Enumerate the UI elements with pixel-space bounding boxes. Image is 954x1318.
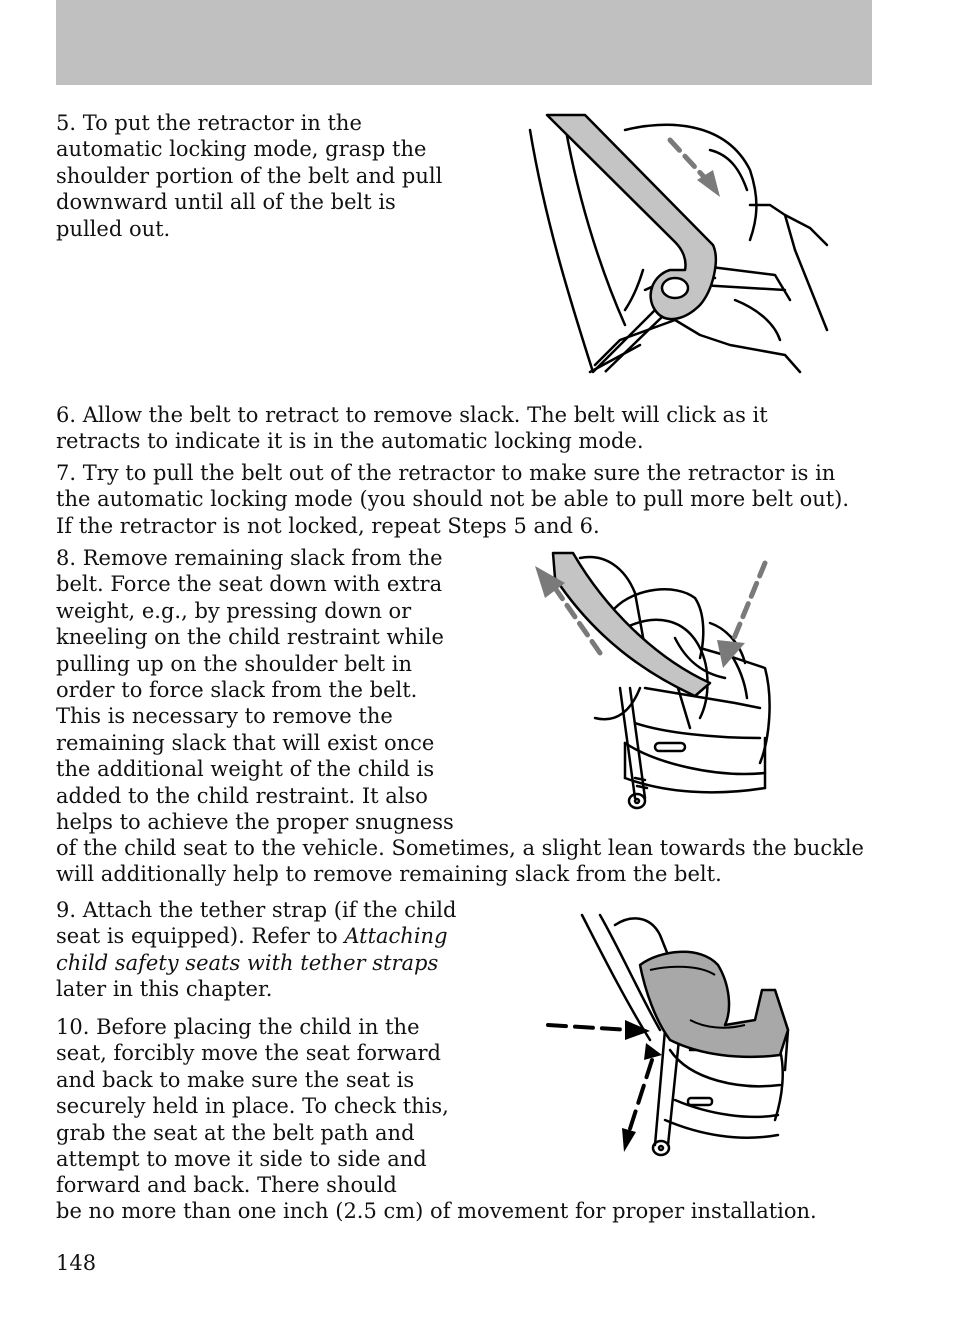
step-9-lead: 9. Attach the tether strap (if the child seat is equipped). Refer to: [56, 898, 457, 949]
child-seat-press-down-icon: [525, 548, 775, 813]
step-10-text: 10. Before placing the child in the seat, forcibly move the seat forward and back to make sure the seat is securely held in place. To check this, grab the seat at the belt path and attempt to move it side to side and forward and back. There should: [56, 1015, 449, 1198]
step-9-reference-link: Attaching child safety seats with tether straps: [56, 924, 448, 975]
header-band: [56, 0, 872, 85]
step-9-text: [56, 897, 461, 1003]
belt-retractor-pull-icon: [525, 110, 835, 375]
step-10-continued-text: be no more than one inch (2.5 cm) of movement for proper installation.: [56, 1199, 817, 1223]
step-7-text: 7. Try to pull the belt out of the retractor to make sure the retractor is in the automatic locking mode (you should not be able to pull more belt out). If the retractor is not locked, repeat Steps 5 and 6.: [56, 461, 850, 538]
child-seat-movement-check-icon: [540, 910, 795, 1160]
step-5-text: 5. To put the retractor in the automatic locking mode, grasp the shoulder portion of the belt and pull downward until all of the belt is pulled out.: [56, 111, 443, 241]
step-6-text: 6. Allow the belt to retract to remove slack. The belt will click as it retracts to indicate it is in the automatic locking mode.: [56, 403, 768, 454]
step-8-continued-text: of the child seat to the vehicle. Sometimes, a slight lean towards the buckle will additionally help to remove remaining slack from the belt.: [56, 836, 864, 887]
child-seat-movement-illustration: [540, 910, 795, 1160]
step-9-trail: later in this chapter.: [56, 977, 273, 1002]
page-number: 148: [56, 1251, 97, 1275]
child-seat-press-illustration: [525, 548, 775, 813]
belt-retractor-illustration: [525, 110, 835, 375]
step-8-text: 8. Remove remaining slack from the belt. Force the seat down with extra weight, e.g., by pressing down or kneeling on the child restraint while pulling up on the shoulder belt in order to force slack from the belt. This is necessary to remove the remaining slack that will exist once the additional weight of the child is added to the child restraint. It also helps to achieve the proper snugness: [56, 546, 454, 835]
